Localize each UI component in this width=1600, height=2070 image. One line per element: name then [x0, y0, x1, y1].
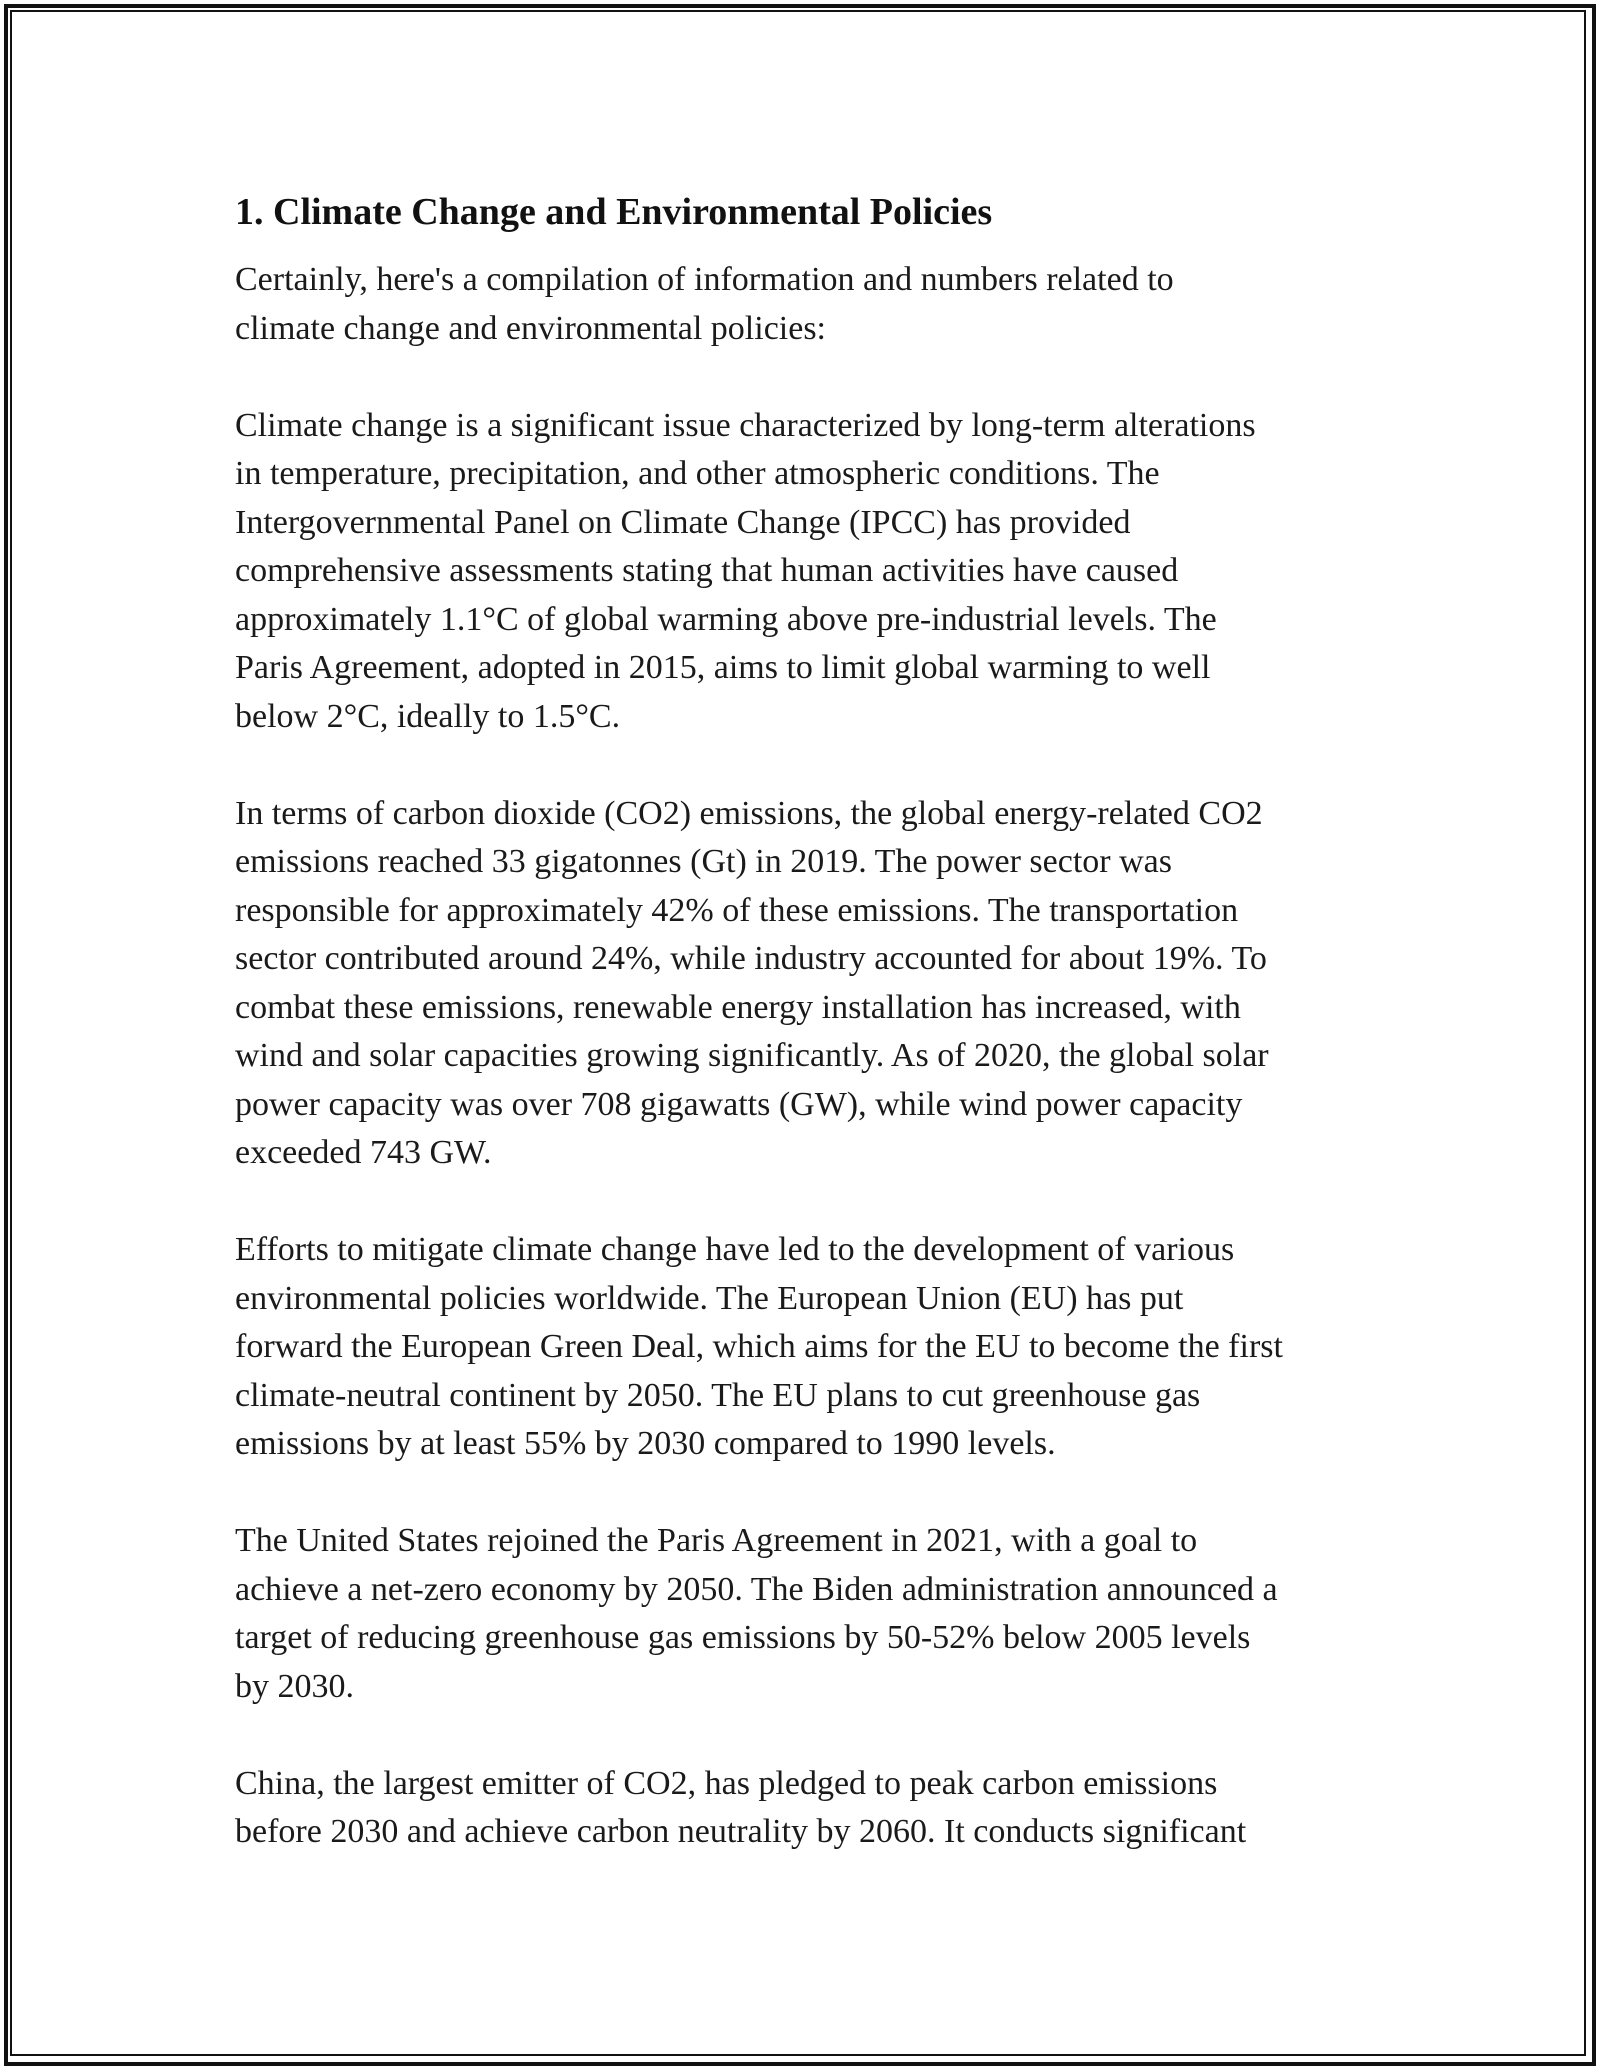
text-line: Climate change is a significant issue characterized by long-term alterations	[235, 406, 1256, 444]
text-line: wind and solar capacities growing significantly. As of 2020, the global solar	[235, 1037, 1269, 1074]
text-line: climate change and environmental policies:	[235, 309, 826, 347]
text-line: by 2030.	[235, 1667, 354, 1705]
text-line: below 2°C, ideally to 1.5°C.	[235, 697, 621, 735]
text-line: in temperature, precipitation, and other atmospheric conditions. The	[235, 455, 1160, 492]
text-line: Efforts to mitigate climate change have led to the development of various	[235, 1231, 1235, 1268]
text-line: In terms of carbon dioxide (CO2) emissions, the global energy-related CO2	[235, 794, 1263, 832]
text-line: approximately 1.1°C of global warming above pre-industrial levels. The	[235, 600, 1217, 638]
text-line: Certainly, here's a compilation of information and numbers related to	[235, 261, 1174, 298]
paragraph-climate-change	[235, 402, 1375, 742]
text-line: climate-neutral continent by 2050. The EU plans to cut greenhouse gas	[235, 1376, 1201, 1414]
text-line: forward the European Green Deal, which aims for the EU to become the first	[235, 1328, 1283, 1365]
text-line: target of reducing greenhouse gas emissions by 50-52% below 2005 levels	[235, 1619, 1251, 1656]
text-line: sector contributed around 24%, while industry accounted for about 19%. To	[235, 940, 1267, 977]
text-line: achieve a net-zero economy by 2050. The Biden administration announced a	[235, 1570, 1278, 1608]
text-line: China, the largest emitter of CO2, has pledged to peak carbon emissions	[235, 1764, 1218, 1802]
paragraph-china-policies	[235, 1760, 1375, 1857]
text-line: The United States rejoined the Paris Agreement in 2021, with a goal to	[235, 1522, 1198, 1559]
paragraph-eu-policies	[235, 1226, 1375, 1469]
text-line: exceeded 743 GW.	[235, 1134, 492, 1171]
paragraph-co2-emissions	[235, 790, 1375, 1178]
text-line: before 2030 and achieve carbon neutrality by 2060. It conducts significant	[235, 1813, 1247, 1850]
paragraph-us-policies	[235, 1517, 1375, 1711]
text-line: power capacity was over 708 gigawatts (GW), while wind power capacity	[235, 1085, 1243, 1123]
text-line: emissions reached 33 gigatonnes (Gt) in 2019. The power sector was	[235, 843, 1172, 880]
text-line: Intergovernmental Panel on Climate Change (IPCC) has provided	[235, 503, 1131, 541]
text-line: Paris Agreement, adopted in 2015, aims to limit global warming to well	[235, 649, 1211, 686]
text-line: comprehensive assessments stating that human activities have caused	[235, 552, 1179, 589]
section-heading: 1. Climate Change and Environmental Policies	[235, 191, 993, 233]
paragraph-intro	[235, 256, 1375, 353]
document-body	[235, 188, 1375, 1905]
text-line: emissions by at least 55% by 2030 compared to 1990 levels.	[235, 1425, 1056, 1462]
text-line: combat these emissions, renewable energy installation has increased, with	[235, 988, 1241, 1026]
text-line: environmental policies worldwide. The European Union (EU) has put	[235, 1279, 1184, 1317]
text-line: responsible for approximately 42% of these emissions. The transportation	[235, 891, 1239, 929]
